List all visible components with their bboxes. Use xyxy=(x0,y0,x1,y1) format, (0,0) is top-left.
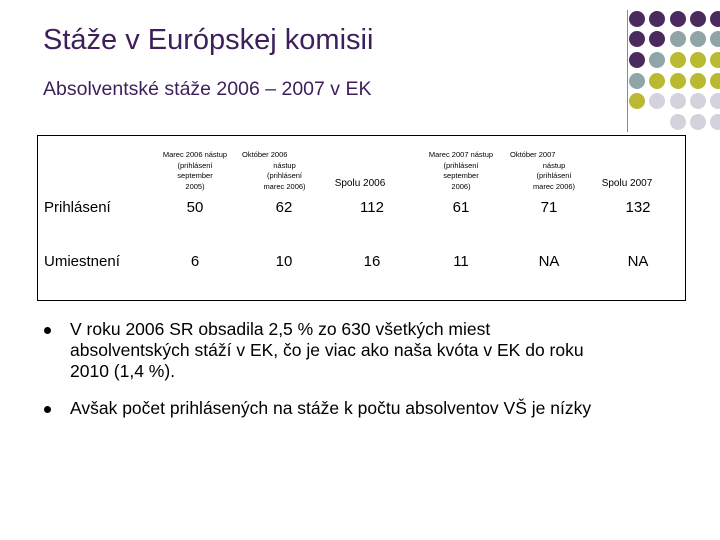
bullet-icon xyxy=(44,327,51,334)
decoration-dot xyxy=(629,31,645,47)
column-header-marec-2006: Marec 2006 nástup (prihlásení september 2005) xyxy=(162,150,228,191)
table-cell: 62 xyxy=(275,199,293,216)
column-header-marec-2007: Marec 2007 nástup (prihlásení september 2006) xyxy=(428,150,494,191)
decoration-dot xyxy=(710,114,720,130)
decoration-dot xyxy=(649,11,665,27)
bullet-icon xyxy=(44,406,51,413)
table-cell: 11 xyxy=(453,253,469,270)
decoration-dot xyxy=(670,93,686,109)
table-cell: NA xyxy=(538,253,560,270)
decoration-dot xyxy=(690,31,706,47)
slide-title: Stáže v Európskej komisii xyxy=(43,24,374,56)
dot-grid-decoration-icon xyxy=(0,0,720,140)
decoration-dot xyxy=(710,73,720,89)
table-cell: 61 xyxy=(452,199,470,216)
decoration-dot xyxy=(710,52,720,68)
column-header-spolu-2006: Spolu 2006 xyxy=(334,178,386,189)
decoration-dot xyxy=(649,93,665,109)
column-header-spolu-2007: Spolu 2007 xyxy=(601,178,653,189)
bullet-text-2: Avšak počet prihlásených na stáže k počtu absolventov VŠ je nízky xyxy=(70,398,592,418)
decoration-dot xyxy=(670,73,686,89)
decoration-dot xyxy=(649,73,665,89)
decoration-dot xyxy=(629,52,645,68)
column-header-oktober-2006: Október 2006 nástup (prihlásení marec 2006) xyxy=(242,150,306,191)
decoration-dot xyxy=(670,52,686,68)
table-cell: 132 xyxy=(625,199,651,216)
row-label-umiestneni: Umiestnení xyxy=(44,253,120,270)
decoration-dot xyxy=(710,93,720,109)
decoration-dot xyxy=(690,52,706,68)
decoration-dot xyxy=(710,31,720,47)
table-cell: 6 xyxy=(190,253,200,270)
decoration-dot xyxy=(670,114,686,130)
decoration-dot xyxy=(690,93,706,109)
table-cell: 112 xyxy=(360,199,384,216)
decoration-dot xyxy=(690,11,706,27)
decoration-dot xyxy=(670,31,686,47)
decoration-dot xyxy=(670,11,686,27)
vertical-divider xyxy=(627,10,628,132)
decoration-dot xyxy=(690,73,706,89)
decoration-dot xyxy=(629,73,645,89)
table-cell: 16 xyxy=(363,253,381,270)
decoration-dot xyxy=(690,114,706,130)
slide-subtitle: Absolventské stáže 2006 – 2007 v EK xyxy=(43,78,372,100)
decoration-dot xyxy=(629,93,645,109)
table-cell: 10 xyxy=(275,253,293,270)
decoration-dot xyxy=(710,11,720,27)
decoration-dot xyxy=(649,52,665,68)
table-cell: 71 xyxy=(540,199,558,216)
decoration-dot xyxy=(629,11,645,27)
table-cell: 50 xyxy=(186,199,204,216)
row-label-prihlaseni: Prihlásení xyxy=(44,199,111,216)
bullet-text-1: V roku 2006 SR obsadila 2,5 % zo 630 všetkých miest absolventských stáží v EK, čo je viac ako naša kvóta v EK do roku 2010 (1,4 %). xyxy=(70,319,584,381)
table-cell: NA xyxy=(627,253,649,270)
decoration-dot xyxy=(649,31,665,47)
column-header-oktober-2007: Október 2007 nástup (prihlásení marec 2006) xyxy=(510,150,576,191)
